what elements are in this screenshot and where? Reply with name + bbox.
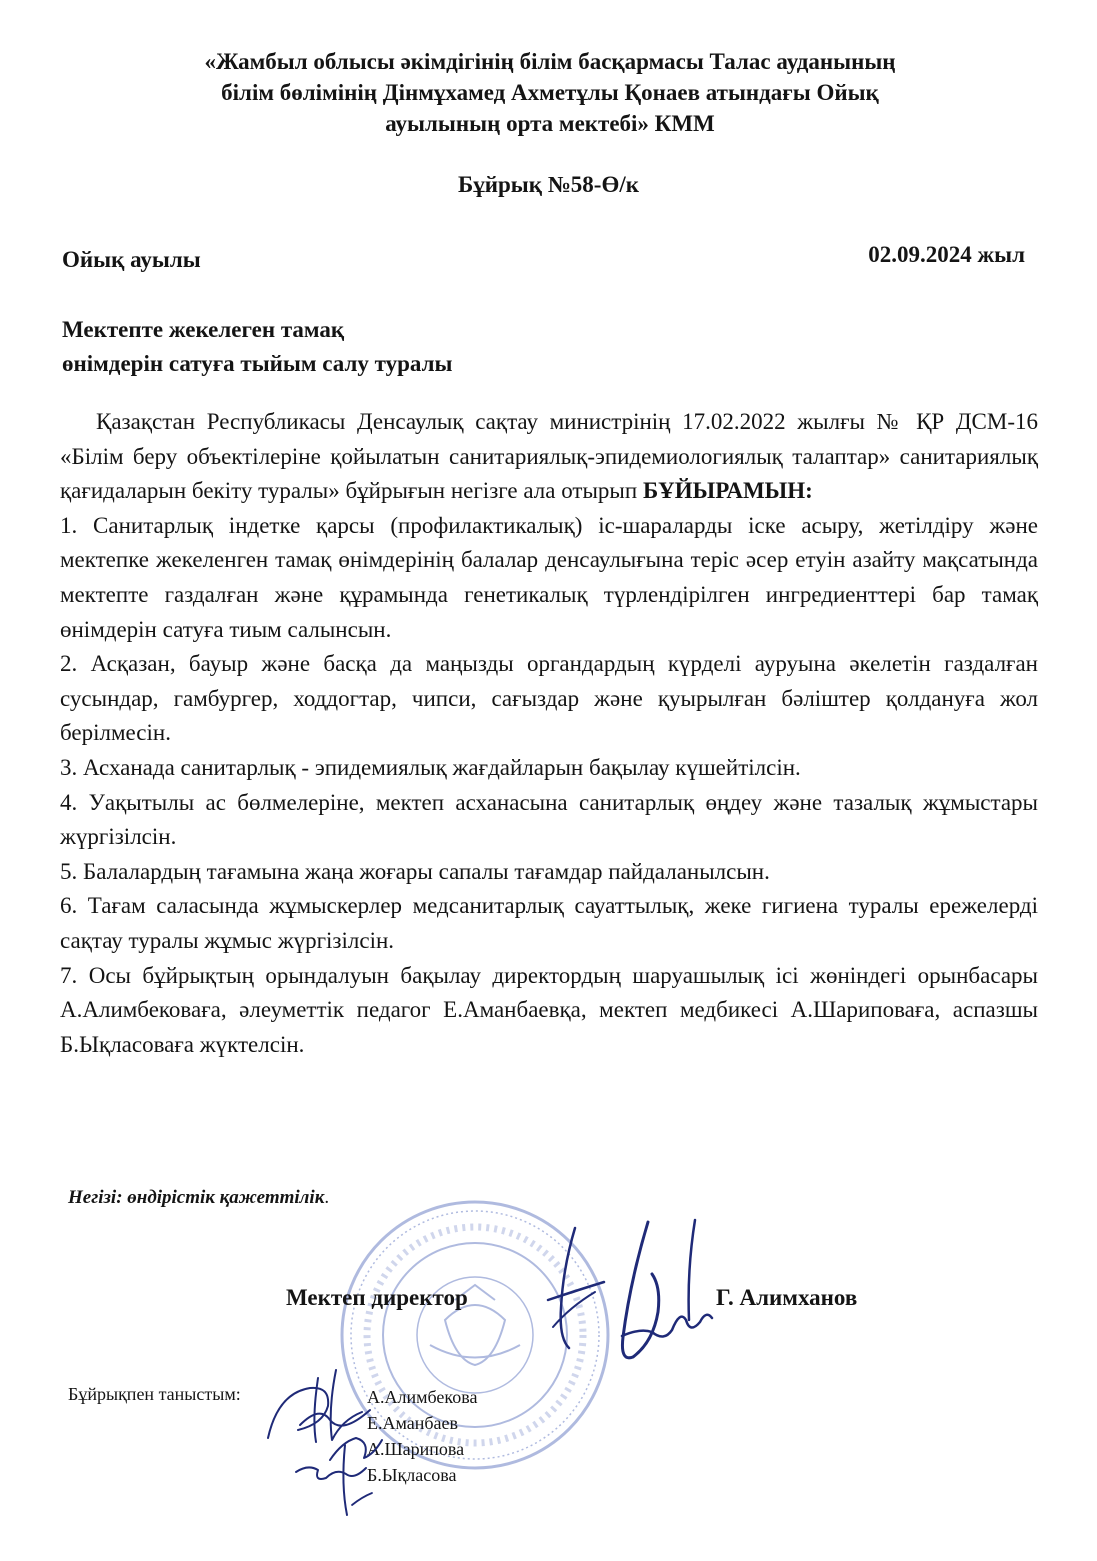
acknowledgement-name: А.Алимбекова bbox=[367, 1387, 478, 1407]
acknowledgement-name: А.Шарипова bbox=[367, 1439, 465, 1459]
order-item: 3. Асханада санитарлық - эпидемиялық жағдайларын бақылау күшейтілсін. bbox=[60, 754, 801, 780]
order-subject bbox=[62, 313, 453, 381]
director-title: Мектеп директор bbox=[286, 1285, 468, 1310]
order-number: Бұйрық №58-Ө/к bbox=[457, 172, 639, 197]
order-place: Ойық ауылы bbox=[62, 247, 201, 272]
order-item: 7. Осы бұйрықтың орындалуын бақылау директордың шаруашылық ісі жөніндегі орынбасары А.Алимбековаға, әлеуметтік педагог Е.Аманбаевқа, мектеп медбикесі А.Шариповаға, аспазшы Б.Ықласоваға жүктелсін. bbox=[60, 962, 1038, 1057]
acknowledgement-name: Е.Аманбаев bbox=[367, 1413, 459, 1433]
order-basis bbox=[68, 1187, 329, 1209]
order-date: 02.09.2024 жыл bbox=[868, 242, 1025, 267]
basis-label: Негізі: өндірістік қажеттілік bbox=[68, 1187, 325, 1208]
order-keyword: БҰЙЫРАМЫН: bbox=[642, 478, 813, 504]
preamble-text: Қазақстан Республикасы Денсаулық сақтау министрінің 17.02.2022 жылғы № ҚР ДСМ-16 «Білім беру объектілеріне қойылатын санитариялық-эпидемиологиялық талаптар» санитариялық қағидаларын бекіту туралы» бұйрығын негізге ала отырып bbox=[60, 409, 1038, 504]
order-item: 4. Уақытылы ас бөлмелеріне, мектеп асханасына санитарлық өңдеу және тазалық жұмыстары жүргізілсін. bbox=[60, 789, 1038, 850]
organization-title-line: білім бөлімінің Дінмұхамед Ахметұлы Қонаев атындағы Ойық bbox=[221, 80, 879, 105]
order-body bbox=[60, 405, 1038, 1062]
organization-title bbox=[80, 46, 1020, 139]
organization-title-line: «Жамбыл облысы әкімдігінің білім басқармасы Талас ауданының bbox=[204, 49, 896, 74]
acknowledgement-name: Б.Ықласова bbox=[367, 1465, 457, 1485]
basis-suffix: . bbox=[324, 1187, 330, 1208]
order-item: 5. Балалардың тағамына жаңа жоғары сапалы тағамдар пайдаланылсын. bbox=[60, 858, 770, 884]
order-preamble bbox=[60, 405, 1038, 509]
subject-line: өнімдерін сатуға тыйым салу туралы bbox=[62, 351, 453, 376]
acknowledgement-label: Бұйрықпен таныстым: bbox=[68, 1384, 241, 1404]
organization-title-line: ауылының орта мектебі» КММ bbox=[385, 111, 715, 136]
director-name: Г. Алимханов bbox=[716, 1285, 858, 1310]
order-item: 6. Тағам саласында жұмыскерлер медсанитарлық сауаттылық, жеке гигиена туралы ережелерді сақтау туралы жұмыс жүргізілсін. bbox=[60, 893, 1038, 953]
order-item: 2. Асқазан, бауыр және басқа да маңызды органдардың күрделі ауруына әкелетін газдалған сусындар, гамбургер, ходдогтар, чипси, сағыздар және қуырылған бәліштер қолдануға жол берілмесін. bbox=[60, 651, 1038, 746]
subject-line: Мектепте жекелеген тамақ bbox=[62, 317, 345, 342]
order-item: 1. Санитарлық індетке қарсы (профилактикалық) іс-шараларды іске асыру, жетілдіру және мектепке жекеленген тамақ өнімдерінің балалар денсаулығына теріс әсер етуін азайту мақсатында мектепте газдалған және құрамында генетикалық түрлендірілген ингредиенттері бар тамақ өнімдерін сатуға тиым салынсын. bbox=[60, 512, 1038, 642]
acknowledgement-list bbox=[367, 1384, 478, 1488]
